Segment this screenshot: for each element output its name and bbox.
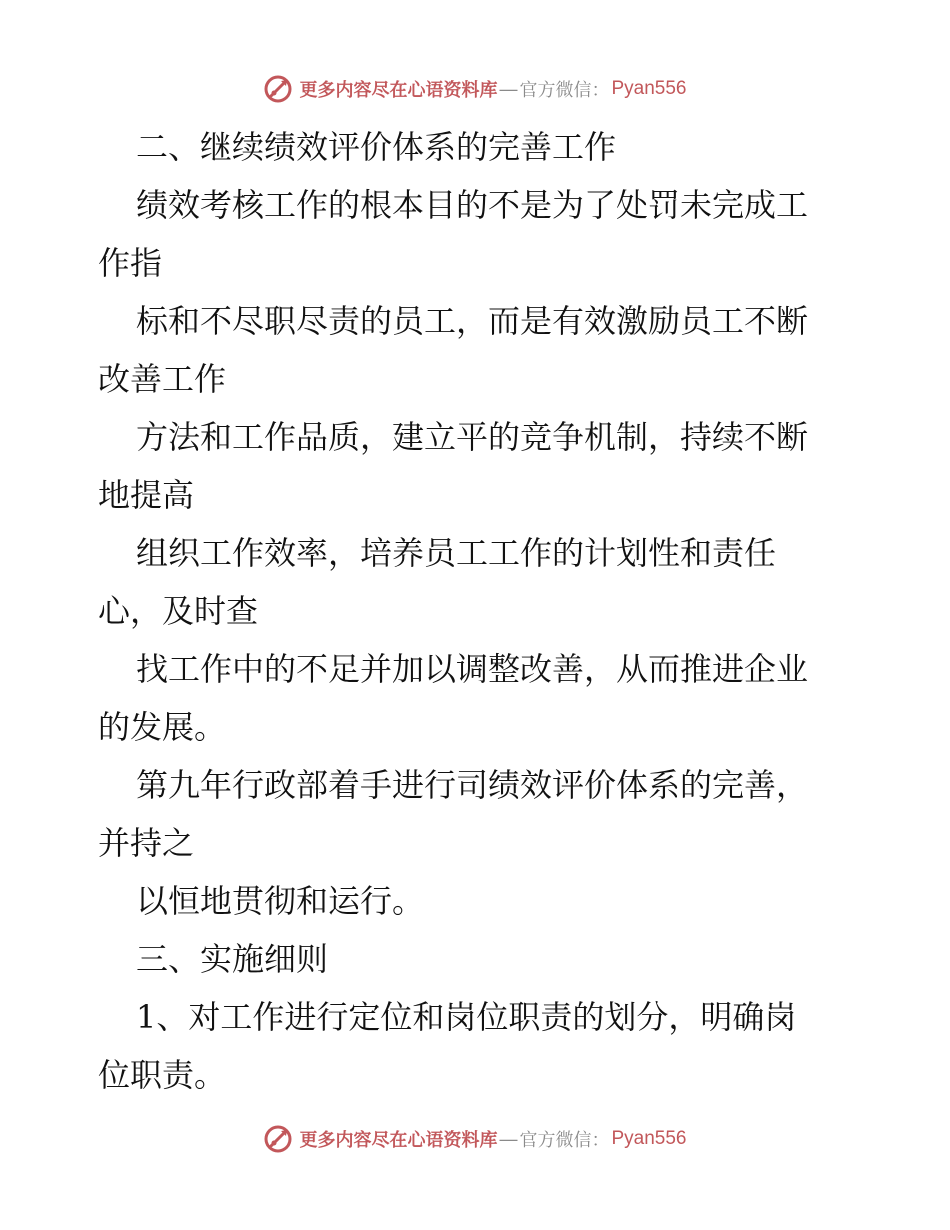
paragraph-line: 找工作中的不足并加以调整改善，从而推进企业 [136,650,809,688]
paragraph-line: 作指 [98,244,163,282]
section-heading: 二、继续绩效评价体系的完善工作 [136,128,617,166]
paragraph-line: 心，及时查 [98,592,259,630]
paragraph-line: 的发展。 [98,708,227,746]
footer-dash: — [499,1128,518,1149]
paragraph-line: 方法和工作品质，建立平的竞争机制，持续不断 [136,418,809,456]
paragraph-line: 标和不尽职尽责的员工，而是有效激励员工不断 [136,302,809,340]
paragraph-line: 绩效考核工作的根本目的不是为了处罚未完成工 [136,186,809,224]
footer-brand-text: 更多内容尽在心语资料库 [299,1130,498,1151]
header-banner [0,72,950,106]
quill-pen-logo-icon [263,1124,293,1154]
paragraph-line: 改善工作 [98,360,227,398]
quill-pen-logo-icon [263,74,293,104]
paragraph-line: 以恒地贯彻和运行。 [136,882,425,920]
paragraph-line: 第九年行政部着手进行司绩效评价体系的完善， [136,766,809,804]
paragraph-line: 地提高 [98,476,195,514]
document-body [98,118,858,1104]
paragraph-line: 位职责。 [98,1056,227,1094]
footer-banner [0,1122,950,1156]
footer-wechat-id: Pyan556 [611,1128,687,1149]
header-wechat-id: Pyan556 [611,78,687,99]
paragraph-line: 1、对工作进行定位和岗位职责的划分，明确岗 [136,998,797,1036]
header-dash: — [499,78,518,99]
paragraph-line: 组织工作效率，培养员工工作的计划性和责任 [136,534,777,572]
footer-wechat-label: 官方微信： [519,1130,610,1151]
header-brand-text: 更多内容尽在心语资料库 [299,80,498,101]
paragraph-line: 并持之 [98,824,195,862]
header-wechat-label: 官方微信： [519,80,610,101]
section-heading: 三、实施细则 [136,940,329,978]
